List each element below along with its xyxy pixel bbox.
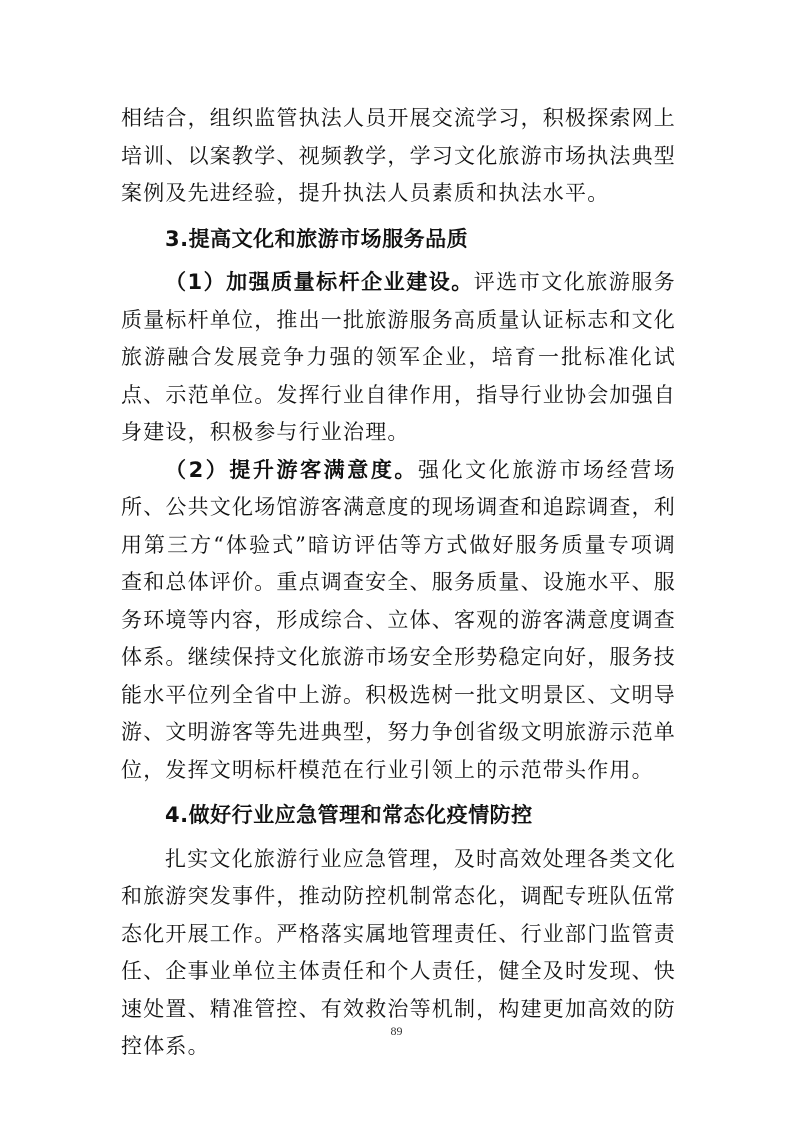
section-3-item-2: [121, 452, 676, 790]
item-1-body: 评选市文化旅游服务质量标杆单位，推出一批旅游服务高质量认证标志和文化旅游融合发展竞争力强的领军企业，培育一批标准化试点、示范单位。发挥行业自律作用，指导行业协会加强自身建设，积极参与行业治理。: [121, 270, 676, 444]
item-1-lead: （1）加强质量标杆企业建设。: [165, 270, 474, 294]
section-3-heading: 3.提高文化和旅游市场服务品质: [165, 226, 469, 251]
page-content: [121, 100, 676, 1066]
page-number: 89: [390, 1024, 403, 1038]
section-4-paragraph: 扎实文化旅游行业应急管理，及时高效处理各类文化和旅游突发事件，推动防控机制常态化，调配专班队伍常态化开展工作。严格落实属地管理责任、行业部门监管责任、企事业单位主体责任和个人责任，健全及时发现、快速处置、精准管控、有效救治等机制，构建更加高效的防控体系。: [121, 846, 676, 1058]
intro-paragraph: 相结合，组织监管执法人员开展交流学习，积极探索网上培训、以案教学、视频教学，学习文化旅游市场执法典型案例及先进经验，提升执法人员素质和执法水平。: [121, 106, 676, 205]
item-2-body: 强化文化旅游市场经营场所、公共文化场馆游客满意度的现场调查和追踪调查，利用第三方“体验式”暗访评估等方式做好服务质量专项调查和总体评价。重点调查安全、服务质量、设施水平、服务环境等内容，形成综合、立体、客观的游客满意度调查体系。继续保持文化旅游市场安全形势稳定向好，服务技能水平位列全省中上游。积极选树一批文明景区、文明导游、文明游客等先进典型，努力争创省级文明旅游示范单位，发挥文明标杆模范在行业引领上的示范带头作用。: [121, 457, 677, 782]
section-4-heading: 4.做好行业应急管理和常态化疫情防控: [165, 803, 533, 827]
section-3-item-1: [121, 264, 676, 452]
item-2-lead: （2）提升游客满意度。: [165, 457, 418, 482]
